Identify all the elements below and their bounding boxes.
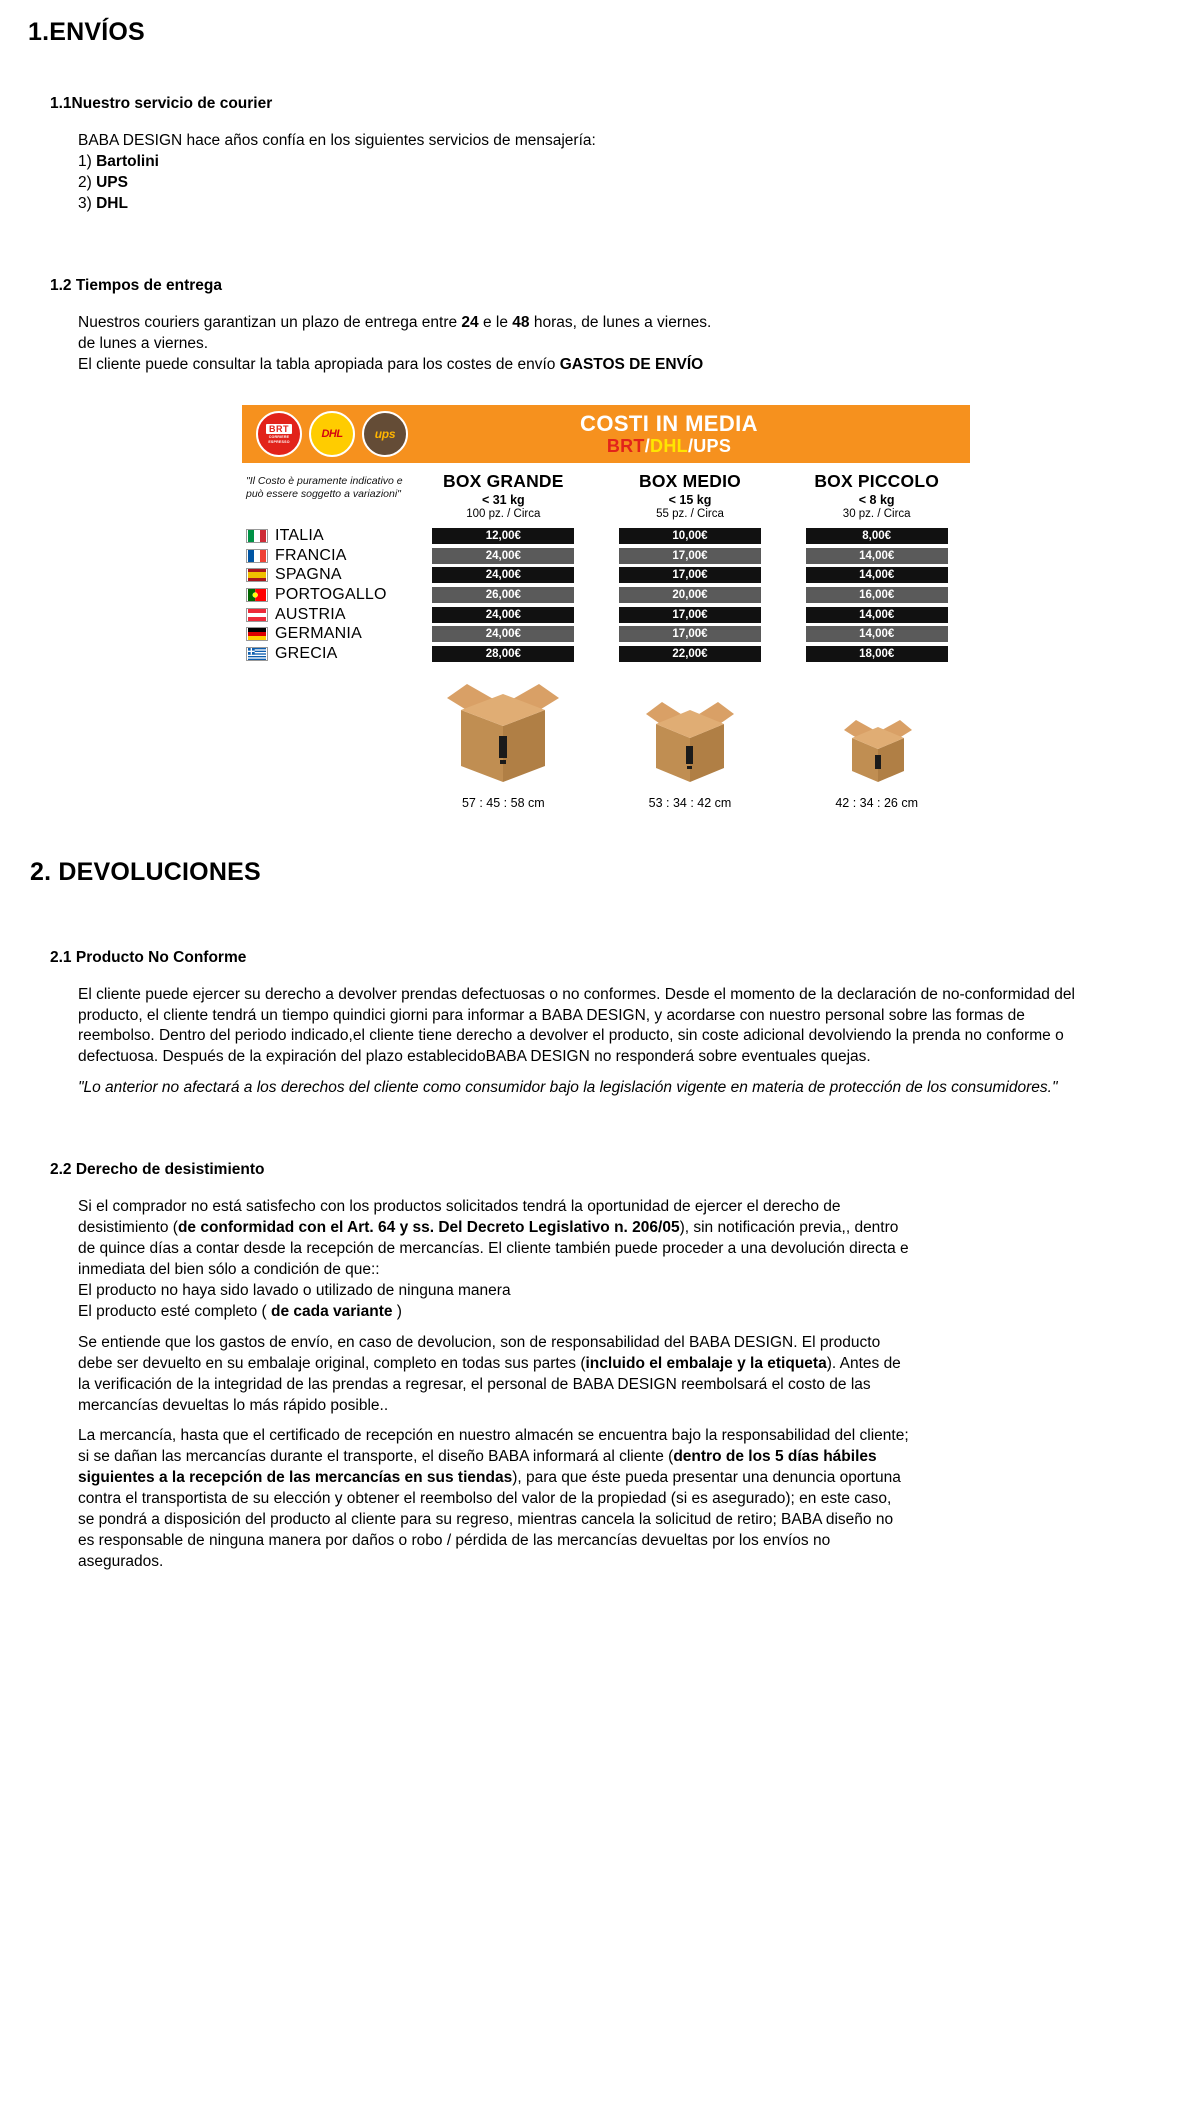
dhl-logo-text: DHL	[321, 428, 343, 441]
courier-list-item-2	[78, 173, 1080, 194]
spacer	[78, 1323, 910, 1333]
subtitle-sep-1: /	[644, 436, 651, 457]
country-name: GERMANIA	[275, 625, 362, 643]
delivery-times-block	[0, 313, 1200, 376]
price-cell	[410, 626, 597, 642]
box-large-icon	[439, 680, 567, 788]
delivery-hours-24: 24	[461, 313, 479, 331]
courier-item-3-name: DHL	[96, 194, 128, 212]
shipping-graphic-titles	[408, 412, 960, 456]
brt-logo	[256, 411, 302, 457]
shipping-graphic-title: COSTI IN MEDIA	[580, 411, 758, 437]
box-piccolo-name: BOX PICCOLO	[814, 471, 940, 492]
price-cell	[783, 567, 970, 583]
withdrawal-text-b: ), sin notificación previa,, dentro de quince días a contar desde la recepción de mercancías. El cliente también puede proceder a una devolución directa e inmediata del bien sólo a condición de que::	[78, 1219, 909, 1278]
price-cell	[597, 528, 784, 544]
shipping-price-rows	[242, 526, 970, 663]
spacer	[0, 113, 1200, 131]
box-illustration-medio	[597, 680, 784, 810]
price-cell	[597, 607, 784, 623]
spacer	[78, 1068, 1080, 1078]
table-row	[242, 585, 970, 605]
spacer	[242, 680, 410, 810]
price-box-piccolo: 8,00€	[806, 528, 948, 544]
flag-germany-icon	[246, 627, 268, 641]
column-header-box-medio	[597, 471, 784, 520]
withdrawal-p3-a: La mercancía, hasta que el certificado de recepción en nuestro almacén se encuentra bajo la responsabilidad del cliente; si se dañan las mercancías durante el transporte, el diseño BABA informará al cliente (	[78, 1427, 909, 1466]
courier-list-item-1	[78, 152, 1080, 173]
price-cell	[783, 607, 970, 623]
dhl-logo	[309, 411, 355, 457]
country-cell	[242, 547, 410, 565]
ups-logo-text: ups	[374, 427, 396, 442]
box-medium-icon	[638, 680, 742, 788]
section-2-1-title: 2.1 Producto No Conforme	[50, 948, 247, 966]
country-name: GRECIA	[275, 644, 338, 662]
price-cell	[597, 548, 784, 564]
flag-spain-icon	[246, 568, 268, 582]
price-cell	[597, 626, 784, 642]
spacer	[0, 810, 1200, 858]
withdrawal-p3-bold: dentro de los 5 días hábiles siguientes a la recepción de las mercancías en sus tiendas	[78, 1448, 877, 1487]
withdrawal-p3-c: ), para que éste pueda presentar una denuncia oportuna contra el transportista de su elección y obtener el reembolso del valor de la propiedad (si es asegurado); en este caso, se pondrá a disposición del producto al cliente para su regreso, mientras cancela la solicitud de retiro; BABA diseño no es responsable de ninguna manera por daños o robo / pérdida de las mercancías devueltas por los envíos no asegurados.	[78, 1469, 901, 1570]
withdrawal-p2-bold: incluido el embalaje y la etiqueta	[585, 1354, 827, 1372]
delivery-hours-48: 48	[512, 313, 530, 331]
brt-logo-subtext: CORRIERE ESPRESSO	[268, 434, 290, 444]
price-cell	[783, 548, 970, 564]
price-box-medio: 17,00€	[619, 626, 761, 642]
shipping-cost-graphic	[230, 405, 970, 809]
courier-item-1-name: Bartolini	[96, 152, 159, 170]
box-medio-weight: < 15 kg	[668, 493, 712, 508]
box-illustration-grande	[410, 680, 597, 810]
flag-greece-icon	[246, 647, 268, 661]
price-box-grande: 28,00€	[432, 646, 574, 662]
delivery-text-b: e le	[478, 313, 513, 331]
section-2-2-title: 2.2 Derecho de desistimiento	[50, 1161, 265, 1179]
courier-item-2-number: 2)	[78, 173, 92, 191]
country-name: PORTOGALLO	[275, 586, 387, 604]
country-name: AUSTRIA	[275, 605, 346, 623]
box-grande-name: BOX GRANDE	[443, 471, 564, 492]
spacer	[78, 1416, 910, 1426]
table-row	[242, 526, 970, 546]
withdrawal-condition-2-c: )	[392, 1302, 402, 1320]
price-cell	[410, 646, 597, 662]
box-medio-name: BOX MEDIO	[639, 471, 741, 492]
subtitle-dhl: DHL	[650, 436, 688, 457]
withdrawal-p2-a: Se entiende que los gastos de envío, en caso de devolucion, son de responsabilidad del BABA DESIGN. El producto debe ser devuelto en su embalaje original, completo en todas sus partes (	[78, 1333, 881, 1372]
non-conforming-paragraph: El cliente puede ejercer su derecho a devolver prendas defectuosas o no conformes. Desde el momento de la declaración de no-conformidad del producto, el cliente tendrá un tiempo quindici giorni para informar a BABA DESIGN, y acordarse con nuestro personal sobre las formas de reembolso. Dentro del periodo indicado,el cliente tiene derecho a devolver el producto, sin coste adicional devolviendo la prenda no conforme o defectuosa. Después de la expiración del plazo establecidoBABA DESIGN no responderá sobre eventuales quejas.	[78, 985, 1075, 1066]
price-cell	[597, 567, 784, 583]
subtitle-sep-2: /	[687, 436, 694, 457]
box-small-icon	[834, 680, 920, 788]
box-grande-weight: < 31 kg	[481, 493, 525, 508]
country-cell	[242, 586, 410, 604]
box-piccolo-pieces: 30 pz. / Circa	[842, 508, 911, 521]
flag-france-icon	[246, 549, 268, 563]
price-box-medio: 22,00€	[619, 646, 761, 662]
box-medio-pieces: 55 pz. / Circa	[656, 508, 724, 521]
price-cell	[410, 587, 597, 603]
box-piccolo-weight: < 8 kg	[858, 493, 895, 508]
country-cell	[242, 625, 410, 643]
shipping-costs-text: El cliente puede consultar la tabla apropiada para los costes de envío	[78, 355, 560, 373]
country-name: ITALIA	[275, 527, 324, 545]
withdrawal-condition-2-a: El producto esté completo (	[78, 1302, 271, 1320]
price-box-piccolo: 14,00€	[806, 626, 948, 642]
country-cell	[242, 606, 410, 624]
withdrawal-paragraph-2	[78, 1333, 910, 1417]
courier-list-item-3	[78, 194, 1080, 215]
spacer	[0, 967, 1200, 985]
box-grande-dimensions: 57 : 45 : 58 cm	[461, 795, 545, 810]
subtitle-brt: BRT	[606, 436, 645, 457]
delivery-time-line-2: de lunes a viernes.	[78, 334, 209, 352]
spacer	[0, 1099, 1200, 1161]
table-row	[242, 624, 970, 644]
courier-service-block	[0, 131, 1200, 215]
shipping-costs-label: GASTOS DE ENVÍO	[559, 355, 704, 373]
flag-portugal-icon	[246, 588, 268, 602]
price-box-piccolo: 14,00€	[806, 607, 948, 623]
spacer	[0, 295, 1200, 313]
country-cell	[242, 645, 410, 663]
flag-italy-icon	[246, 529, 268, 543]
price-box-grande: 26,00€	[432, 587, 574, 603]
box-grande-pieces: 100 pz. / Circa	[466, 508, 541, 521]
flag-austria-icon	[246, 608, 268, 622]
courier-item-2-name: UPS	[96, 173, 128, 191]
price-box-grande: 24,00€	[432, 626, 574, 642]
section-1-1-title: 1.1Nuestro servicio de courier	[50, 95, 273, 112]
shipping-graphic-header	[242, 405, 970, 463]
withdrawal-paragraph-3	[78, 1426, 910, 1572]
withdrawal-condition-1: El producto no haya sido lavado o utilizado de ninguna manera	[78, 1281, 511, 1299]
column-header-box-grande	[410, 471, 597, 520]
table-row	[242, 546, 970, 566]
non-conforming-product-block	[0, 985, 1200, 1100]
brt-logo-text: BRT	[266, 424, 292, 434]
spacer	[0, 47, 1200, 95]
country-cell	[242, 527, 410, 545]
price-box-medio: 20,00€	[619, 587, 761, 603]
courier-item-1-number: 1)	[78, 152, 92, 170]
courier-logos	[252, 411, 408, 457]
country-name: FRANCIA	[275, 546, 347, 564]
section-1-title: 1.ENVÍOS	[28, 18, 145, 46]
price-box-piccolo: 18,00€	[806, 646, 948, 662]
spacer	[0, 1179, 1200, 1197]
table-row	[242, 566, 970, 586]
price-box-grande: 24,00€	[432, 567, 574, 583]
price-box-medio: 17,00€	[619, 607, 761, 623]
courier-intro: BABA DESIGN hace años confía en los siguientes servicios de mensajería:	[78, 132, 596, 149]
box-piccolo-dimensions: 42 : 34 : 26 cm	[835, 795, 919, 810]
section-2-title: 2. DEVOLUCIONES	[30, 857, 261, 886]
table-row	[242, 644, 970, 664]
spacer	[0, 375, 1200, 405]
delivery-time-line-3	[78, 355, 1080, 376]
withdrawal-condition-2	[78, 1302, 910, 1323]
country-name: SPAGNA	[275, 566, 342, 584]
withdrawal-text-a: Si el comprador no está satisfecho con los productos solicitados tendrá la oportunidad de ejercer el derecho de desistimiento (	[78, 1198, 841, 1237]
box-illustration-piccolo	[783, 680, 970, 810]
delivery-time-line-1	[78, 313, 1080, 334]
price-box-medio: 10,00€	[619, 528, 761, 544]
withdrawal-right-block	[0, 1197, 1200, 1573]
ups-logo	[362, 411, 408, 457]
price-cell	[783, 626, 970, 642]
price-cell	[783, 528, 970, 544]
withdrawal-paragraph-1	[78, 1197, 910, 1281]
country-cell	[242, 566, 410, 584]
price-box-medio: 17,00€	[619, 567, 761, 583]
price-cell	[410, 528, 597, 544]
subtitle-ups: UPS	[693, 436, 732, 457]
column-header-box-piccolo	[783, 471, 970, 520]
price-cell	[410, 548, 597, 564]
price-box-medio: 17,00€	[619, 548, 761, 564]
price-box-piccolo: 16,00€	[806, 587, 948, 603]
table-row	[242, 605, 970, 625]
box-medio-dimensions: 53 : 34 : 42 cm	[648, 795, 732, 810]
section-1-2-title: 1.2 Tiempos de entrega	[50, 276, 222, 294]
price-cell	[410, 567, 597, 583]
shipping-column-headers	[242, 463, 970, 520]
delivery-text-a: Nuestros couriers garantizan un plazo de entrega entre	[78, 313, 462, 331]
shipping-graphic-subtitle	[408, 436, 930, 456]
spacer	[0, 215, 1200, 277]
price-cell	[783, 587, 970, 603]
withdrawal-legal-reference: de conformidad con el Art. 64 y ss. Del Decreto Legislativo n. 206/05	[177, 1219, 680, 1237]
spacer	[0, 887, 1200, 949]
price-cell	[597, 587, 784, 603]
withdrawal-p2-c: ). Antes de la verificación de la integridad de las prendas a regresar, el personal de BABA DESIGN reembolsará el costo de las mercancías devueltas lo más rápido posible..	[78, 1354, 901, 1414]
delivery-text-c: horas, de lunes a viernes.	[529, 313, 712, 331]
shipping-cost-note: "Il Costo è puramente indicativo e può essere soggetto a variazioni"	[246, 475, 403, 501]
withdrawal-condition-2-bold: de cada variante	[271, 1302, 393, 1320]
price-box-grande: 24,00€	[432, 607, 574, 623]
price-box-piccolo: 14,00€	[806, 548, 948, 564]
courier-item-3-number: 3)	[78, 194, 92, 212]
price-box-grande: 12,00€	[432, 528, 574, 544]
price-cell	[783, 646, 970, 662]
consumer-rights-quote: "Lo anterior no afectará a los derechos del cliente como consumidor bajo la legislación vigente en materia de protección de los consumidores."	[78, 1079, 1058, 1097]
price-cell	[597, 646, 784, 662]
price-cell	[410, 607, 597, 623]
price-box-grande: 24,00€	[432, 548, 574, 564]
box-illustrations	[242, 664, 970, 810]
price-box-piccolo: 14,00€	[806, 567, 948, 583]
